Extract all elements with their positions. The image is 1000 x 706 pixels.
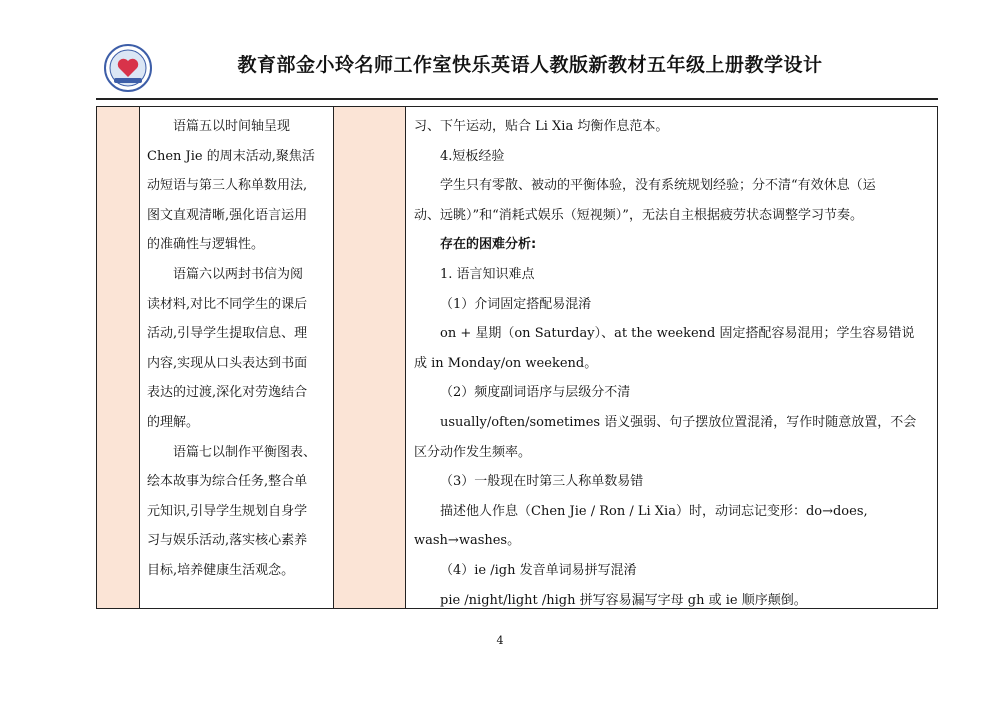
text-line: usually/often/sometimes 语义强弱、句子摆放位置混淆，写作时随意放置，不会: [440, 414, 917, 430]
text-line: pie /night/light /high 拼写容易漏写字母 gh 或 ie 顺序颠倒。: [440, 592, 807, 608]
page-header: [0, 0, 1000, 100]
text-line: wash→washes。: [414, 533, 521, 549]
sub-heading: （3）一般现在时第三人称单数易错: [440, 474, 644, 490]
text-line: 区分动作发生频率。: [414, 444, 532, 460]
text-line: 表达的过渡,深化对劳逸结合: [147, 385, 308, 401]
text-line: 动短语与第三人称单数用法,: [147, 178, 308, 194]
text-line: Chen Jie 的周末活动,聚焦活: [147, 148, 315, 164]
text-line: 习、下午运动，贴合 Li Xia 均衡作息范本。: [414, 119, 669, 134]
text-line: 的理解。: [147, 414, 200, 430]
page-number: 4: [496, 634, 504, 647]
text-line: 成 in Monday/on weekend。: [414, 355, 598, 371]
text-line: 语篇六以两封书信为阅: [173, 266, 304, 282]
text-line: 读材料,对比不同学生的课后: [147, 296, 308, 312]
text-line: 语篇五以时间轴呈现: [173, 119, 291, 134]
sub-heading: （2）频度副词语序与层级分不清: [440, 385, 631, 401]
text-analysis-column: [147, 112, 335, 586]
text-line: 目标,培养健康生活观念。: [147, 562, 295, 578]
studio-logo-icon: [104, 44, 152, 92]
table-label-cell-left: [96, 106, 140, 609]
text-line: 元知识,引导学生规划自身学: [147, 503, 308, 519]
text-line: 内容,实现从口头表达到书面: [147, 355, 308, 371]
table-label-cell-middle: [333, 106, 406, 609]
section-heading: 4.短板经验: [440, 148, 505, 164]
text-line: 绘本故事为综合任务,整合单: [147, 474, 308, 490]
sub-heading: （4）ie /igh 发音单词易拼写混淆: [440, 562, 637, 578]
text-line: on + 星期（on Saturday）、at the weekend 固定搭配容易混用；学生容易错说: [440, 326, 915, 342]
text-line: 图文直观清晰,强化语言运用: [147, 207, 308, 223]
sub-heading: （1）介词固定搭配易混淆: [440, 296, 592, 312]
text-line: 的准确性与逻辑性。: [147, 237, 265, 253]
text-line: 习与娱乐活动,落实核心素养: [147, 533, 308, 549]
difficulty-analysis-heading: 存在的困难分析:: [440, 237, 537, 253]
text-line: 学生只有零散、被动的平衡体验，没有系统规划经验；分不清“有效休息（运: [440, 178, 876, 194]
page-title: 教育部金小玲名师工作室快乐英语人教版新教材五年级上册教学设计: [237, 54, 823, 76]
text-line: 描述他人作息（Chen Jie / Ron / Li Xia）时，动词忘记变形：do→does,: [440, 503, 868, 519]
header-rule: [96, 98, 938, 100]
section-heading-bold: [414, 230, 930, 260]
learner-analysis-column: [414, 112, 930, 615]
text-line: 活动,引导学生提取信息、理: [147, 326, 308, 342]
text-line: 语篇七以制作平衡图表、: [173, 444, 317, 460]
section-heading: 1. 语言知识难点: [440, 266, 535, 282]
text-line: 动、远眺）”和“消耗式娱乐（短视频）”，无法自主根据疲劳状态调整学习节奏。: [414, 207, 863, 223]
